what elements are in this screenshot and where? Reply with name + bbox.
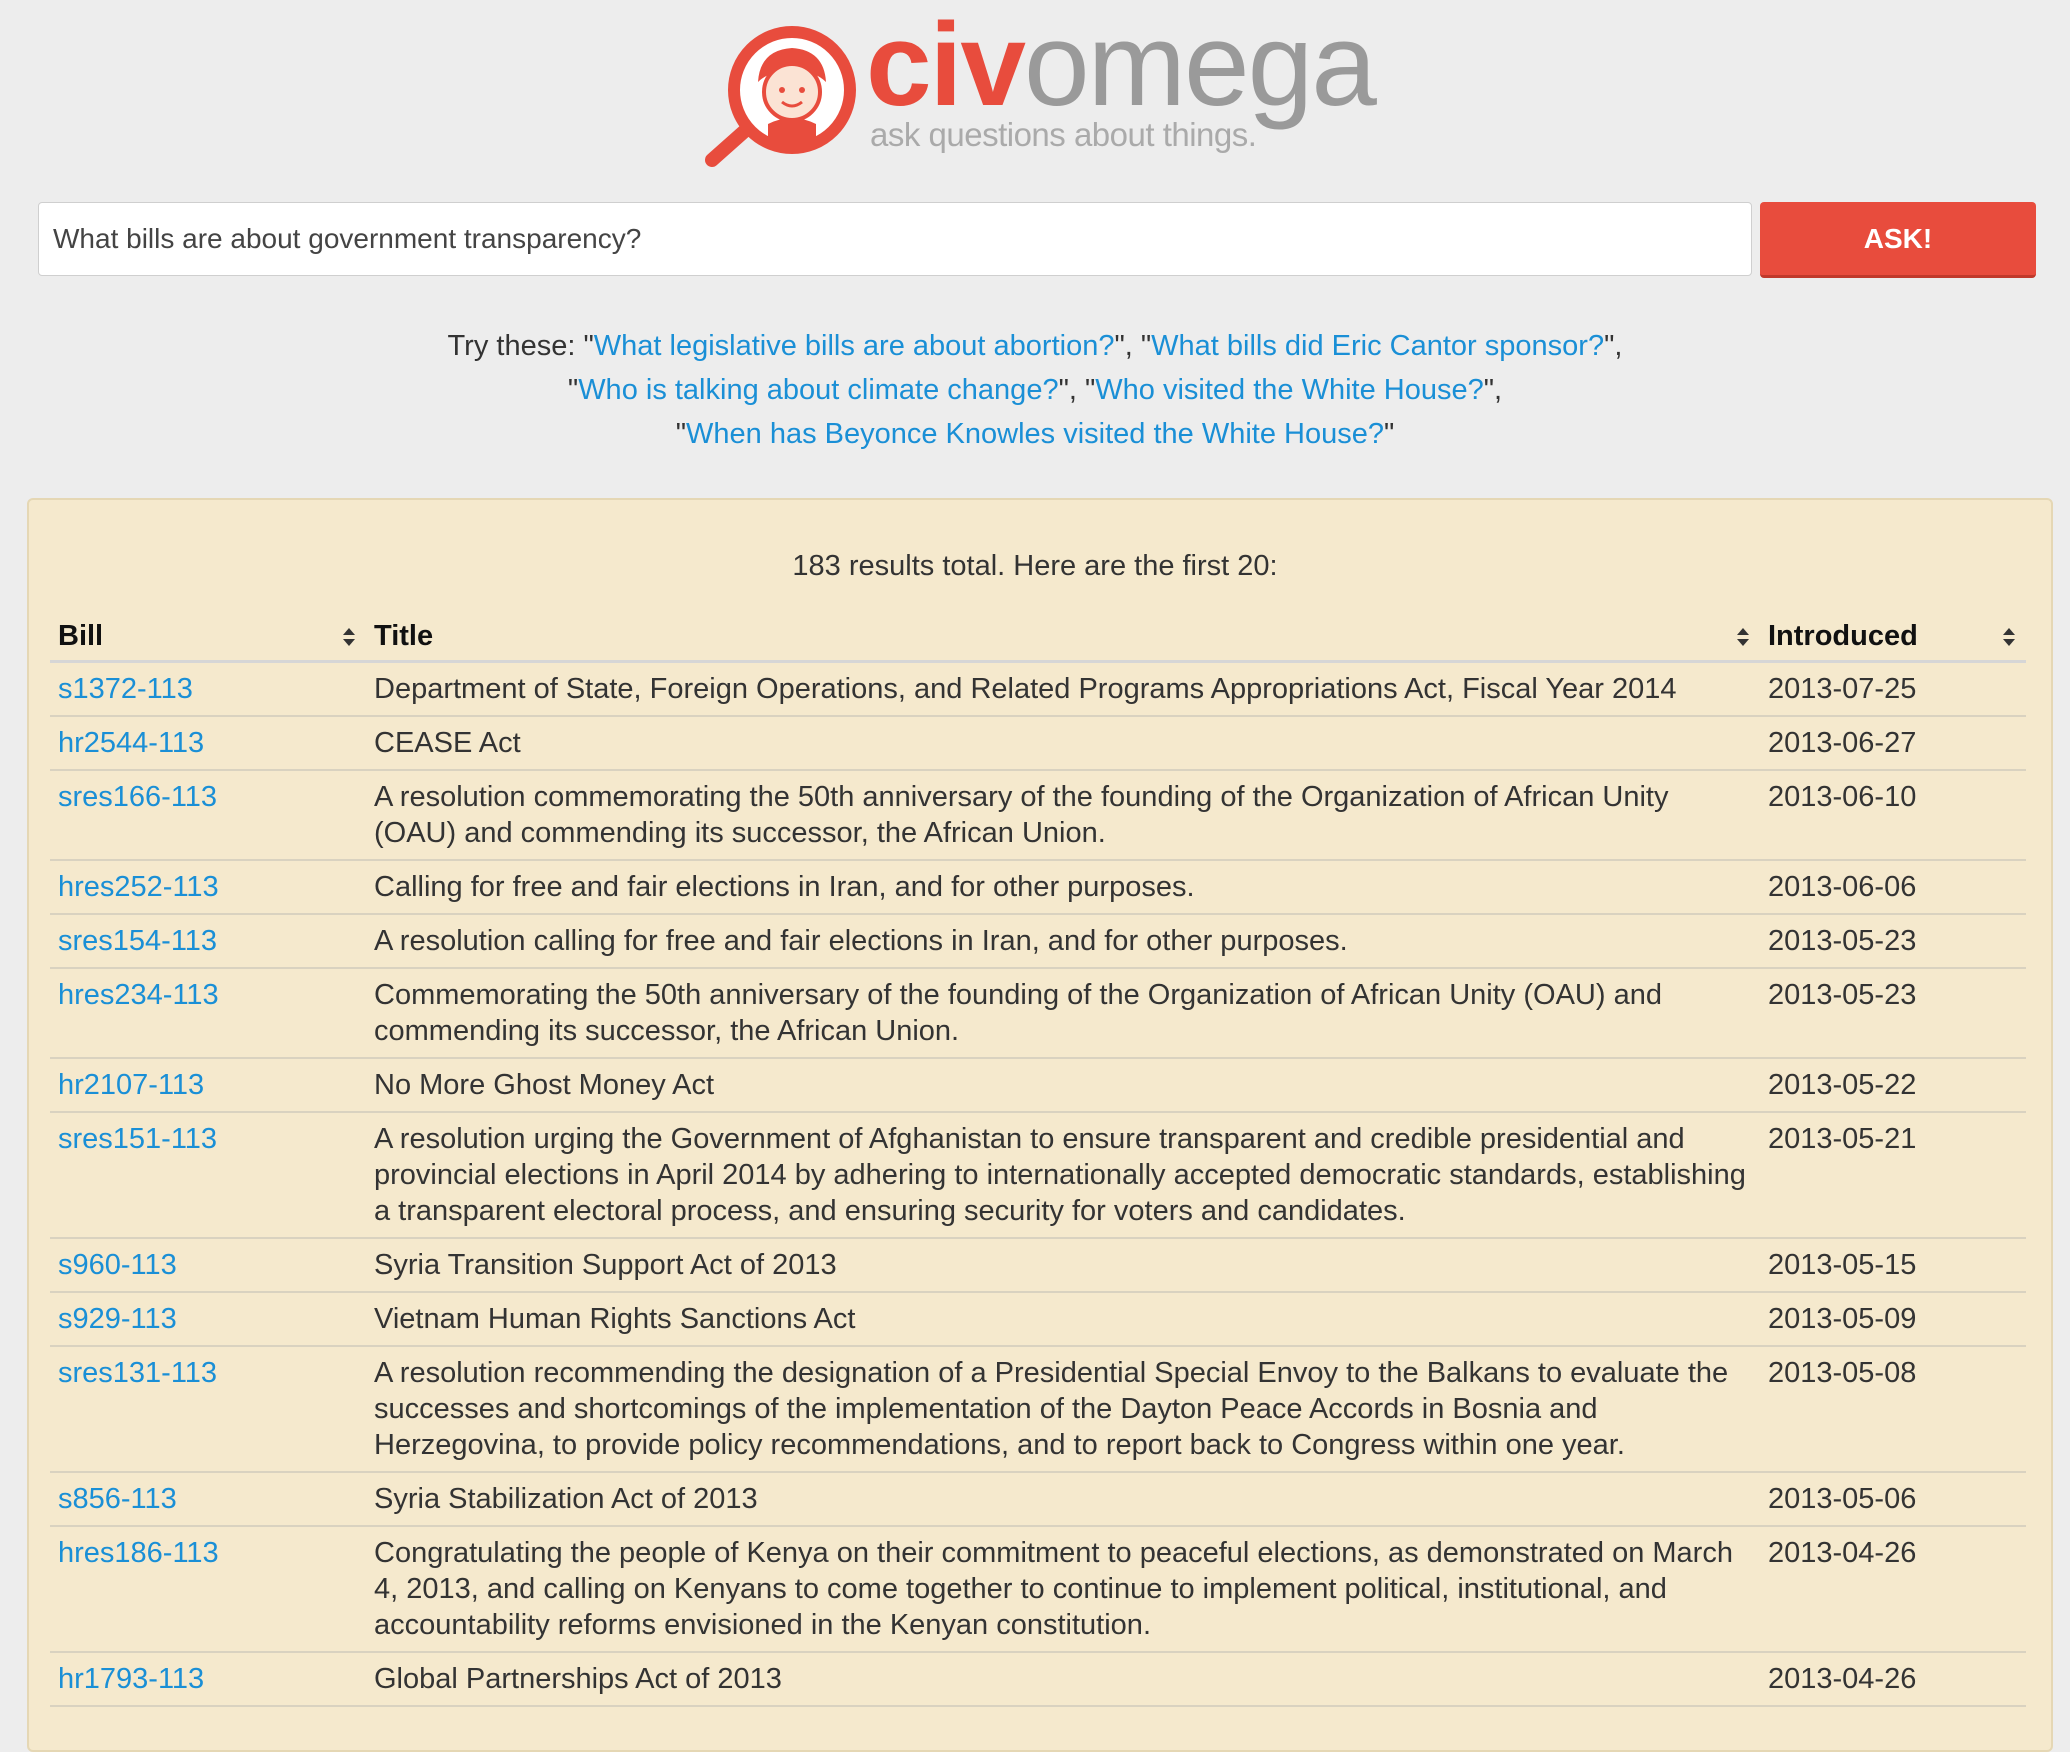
bill-cell [50,1238,366,1292]
bill-link[interactable]: hr1793-113 [58,1663,205,1695]
suggestions-line-1: Try these: "What legislative bills are about abortion?", "What bills did Eric Cantor sponsor?", [447,330,1623,362]
bill-link[interactable]: sres151-113 [58,1123,218,1155]
introduced-cell: 2013-05-21 [1760,1112,2026,1238]
introduced-cell: 2013-05-23 [1760,968,2026,1058]
introduced-cell: 2013-05-15 [1760,1238,2026,1292]
table-row [50,1472,2026,1526]
introduced-cell: 2013-05-06 [1760,1472,2026,1526]
table-header-row [50,612,2026,662]
bill-cell [50,1292,366,1346]
suggestions-line-2: "Who is talking about climate change?", "Who visited the White House?", [567,374,1503,406]
bill-cell [50,1112,366,1238]
bill-cell [50,770,366,860]
table-row [50,1346,2026,1472]
question-input[interactable] [38,202,1752,276]
introduced-cell: 2013-07-25 [1760,662,2026,717]
introduced-cell: 2013-05-22 [1760,1058,2026,1112]
table-row [50,1112,2026,1238]
bill-link[interactable]: s856-113 [58,1483,177,1515]
title-cell: Syria Transition Support Act of 2013 [366,1238,1760,1292]
bill-cell [50,1058,366,1112]
title-cell: A resolution recommending the designation of a Presidential Special Envoy to the Balkans to evaluate the successes and shortcomings of the implementation of the Dayton Peace Accords in Bosnia and Herzegovina, to provide policy recommendations, and to report back to Congress within one year. [366,1346,1760,1472]
logo-wordmark [866,0,1375,131]
bill-cell [50,1652,366,1706]
table-row [50,968,2026,1058]
suggestion-link-white-house[interactable]: Who visited the White House? [1095,374,1484,406]
suggestion-link-climate[interactable]: Who is talking about climate change? [578,374,1059,406]
sort-icon[interactable] [342,626,356,648]
bill-link[interactable]: hres252-113 [58,871,219,903]
title-cell: Calling for free and fair elections in Iran, and for other purposes. [366,860,1760,914]
introduced-cell: 2013-05-09 [1760,1292,2026,1346]
introduced-cell: 2013-06-27 [1760,716,2026,770]
sort-icon[interactable] [1736,626,1750,648]
table-row [50,1526,2026,1652]
table-row [50,860,2026,914]
suggestions-line-3: "When has Beyonce Knowles visited the White House?" [675,418,1395,450]
title-cell: Vietnam Human Rights Sanctions Act [366,1292,1760,1346]
table-row [50,914,2026,968]
bill-cell [50,1472,366,1526]
magnifier-mascot-icon [700,20,860,170]
logo-tagline: ask questions about things. [870,116,1257,153]
title-cell: Syria Stabilization Act of 2013 [366,1472,1760,1526]
suggestions-intro: Try these: [447,330,584,362]
table-row [50,1238,2026,1292]
bill-cell [50,914,366,968]
title-cell: A resolution calling for free and fair elections in Iran, and for other purposes. [366,914,1760,968]
ask-button[interactable]: ASK! [1760,202,2036,278]
title-cell: A resolution urging the Government of Afghanistan to ensure transparent and credible presidential and provincial elections in April 2014 by adhering to internationally accepted democratic standards, establishing a transparent electoral process, and ensuring security for voters and candidates. [366,1112,1760,1238]
title-cell: Global Partnerships Act of 2013 [366,1652,1760,1706]
suggestion-link-cantor[interactable]: What bills did Eric Cantor sponsor? [1151,330,1605,362]
table-row [50,1058,2026,1112]
bill-cell [50,1526,366,1652]
logo[interactable] [700,0,1390,170]
results-table [50,612,2026,1707]
bill-cell [50,968,366,1058]
bill-link[interactable]: hr2107-113 [58,1069,205,1101]
title-cell: Department of State, Foreign Operations, and Related Programs Appropriations Act, Fiscal Year 2014 [366,662,1760,717]
bill-cell [50,860,366,914]
bill-cell [50,716,366,770]
column-header-introduced-label: Introduced [1768,619,1918,652]
table-row [50,1652,2026,1706]
bill-link[interactable]: sres154-113 [58,925,218,957]
bill-link[interactable]: s929-113 [58,1303,177,1335]
suggestion-link-abortion[interactable]: What legislative bills are about abortion? [593,330,1115,362]
bill-link[interactable]: s1372-113 [58,673,193,705]
suggestion-link-beyonce[interactable]: When has Beyonce Knowles visited the White House? [686,418,1384,450]
bill-link[interactable]: hr2544-113 [58,727,205,759]
column-header-bill-label: Bill [58,619,104,652]
bill-link[interactable]: sres131-113 [58,1357,218,1389]
logo-omega: omega [1024,0,1375,131]
title-cell: A resolution commemorating the 50th anniversary of the founding of the Organization of African Unity (OAU) and commending its successor, the African Union. [366,770,1760,860]
suggestions [0,324,2070,456]
introduced-cell: 2013-04-26 [1760,1652,2026,1706]
bill-link[interactable]: hres234-113 [58,979,219,1011]
column-header-bill[interactable] [50,612,366,662]
column-header-introduced[interactable] [1760,612,2026,662]
title-cell: No More Ghost Money Act [366,1058,1760,1112]
bill-link[interactable]: sres166-113 [58,781,218,813]
results-summary: 183 results total. Here are the first 20: [792,550,1278,582]
bill-cell [50,662,366,717]
sort-icon[interactable] [2002,626,2016,648]
title-cell: Congratulating the people of Kenya on their commitment to peaceful elections, as demonstrated on March 4, 2013, and calling on Kenyans to come together to continue to implement political, institutional, and accountability reforms envisioned in the Kenyan constitution. [366,1526,1760,1652]
bill-cell [50,1346,366,1472]
table-row [50,662,2026,717]
introduced-cell: 2013-05-08 [1760,1346,2026,1472]
title-cell: Commemorating the 50th anniversary of the founding of the Organization of African Unity (OAU) and commending its successor, the African Union. [366,968,1760,1058]
title-cell: CEASE Act [366,716,1760,770]
introduced-cell: 2013-06-06 [1760,860,2026,914]
introduced-cell: 2013-04-26 [1760,1526,2026,1652]
column-header-title-label: Title [374,619,434,652]
introduced-cell: 2013-05-23 [1760,914,2026,968]
bill-link[interactable]: hres186-113 [58,1537,219,1569]
bill-link[interactable]: s960-113 [58,1249,177,1281]
introduced-cell: 2013-06-10 [1760,770,2026,860]
column-header-title[interactable] [366,612,1760,662]
logo-civ: civ [866,0,1025,131]
table-row [50,770,2026,860]
table-row [50,1292,2026,1346]
table-row [50,716,2026,770]
